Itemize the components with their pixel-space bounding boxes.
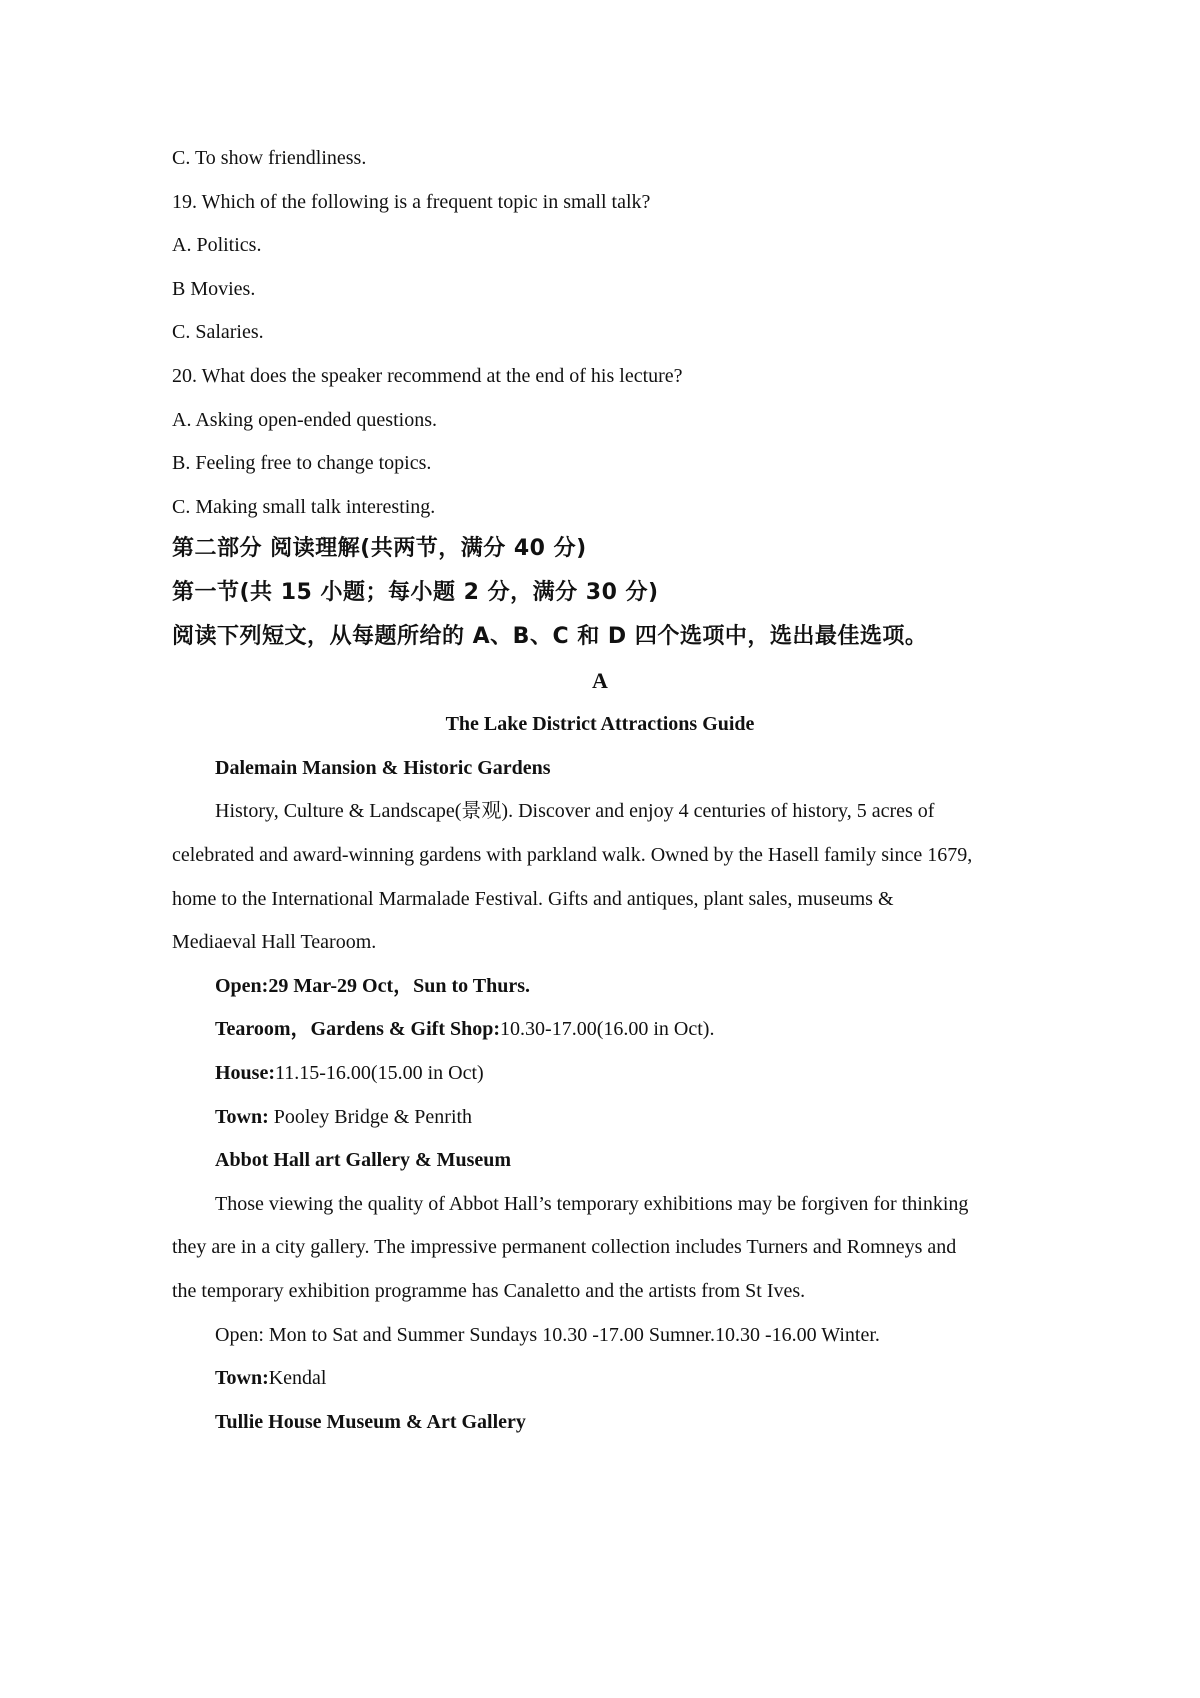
abbot-desc-line2: they are in a city gallery. The impressive permanent collection includes Turners and Romneys and [172, 1236, 957, 1258]
abbot-name: Abbot Hall art Gallery & Museum [215, 1149, 512, 1171]
part2-heading: 第二部分 阅读理解(共两节，满分 40 分) [172, 536, 587, 561]
q20-option-a: A. Asking open-ended questions. [172, 409, 437, 431]
q20-question: 20. What does the speaker recommend at the end of his lecture? [172, 365, 683, 387]
dalemain-desc-line1: History, Culture & Landscape(景观). Discover and enjoy 4 centuries of history, 5 acres of [215, 800, 935, 822]
q18-option-c: C. To show friendliness. [172, 147, 367, 169]
abbot-open: Open: Mon to Sat and Summer Sundays 10.30 -17.00 Sumner.10.30 -16.00 Winter. [215, 1324, 880, 1346]
dalemain-town-row [215, 1105, 472, 1129]
dalemain-desc-line3: home to the International Marmalade Festival. Gifts and antiques, plant sales, museums & [172, 888, 894, 910]
reading-instruction: 阅读下列短文，从每题所给的 A、B、C 和 D 四个选项中，选出最佳选项。 [172, 624, 928, 649]
q20-option-b: B. Feeling free to change topics. [172, 452, 432, 474]
dalemain-heading [215, 756, 551, 780]
tullie-heading [215, 1410, 526, 1434]
dalemain-desc-line2: celebrated and award-winning gardens with parkland walk. Owned by the Hasell family since 1679, [172, 844, 973, 866]
abbot-heading [215, 1148, 511, 1172]
dalemain-house-label: House: [215, 1062, 275, 1084]
abbot-town-label: Town: [215, 1367, 269, 1389]
dalemain-name: Dalemain Mansion & Historic Gardens [215, 757, 551, 779]
dalemain-tearoom-label: Tearoom，Gardens & Gift Shop: [215, 1018, 501, 1040]
dalemain-house-row [215, 1061, 484, 1085]
tullie-name: Tullie House Museum & Art Gallery [215, 1411, 526, 1433]
abbot-desc-line3: the temporary exhibition programme has Canaletto and the artists from St Ives. [172, 1280, 806, 1302]
q20-option-c: C. Making small talk interesting. [172, 496, 436, 518]
q19-option-a: A. Politics. [172, 234, 262, 256]
abbot-town-row [215, 1366, 327, 1390]
q19-option-b: B Movies. [172, 278, 256, 300]
abbot-town-value: Kendal [268, 1367, 327, 1389]
dalemain-open: Open:29 Mar-29 Oct，Sun to Thurs. [215, 975, 531, 997]
dalemain-house-value: 11.15-16.00(15.00 in Oct) [275, 1062, 484, 1084]
q19-question: 19. Which of the following is a frequent topic in small talk? [172, 191, 651, 213]
dalemain-town-label: Town: [215, 1106, 269, 1128]
dalemain-town-value: Pooley Bridge & Penrith [268, 1106, 473, 1128]
dalemain-tearoom-row [215, 1017, 714, 1041]
abbot-desc-line1: Those viewing the quality of Abbot Hall’s temporary exhibitions may be forgiven for thinking [215, 1193, 969, 1215]
dalemain-tearoom-value: 10.30-17.00(16.00 in Oct). [500, 1018, 715, 1040]
section1-heading: 第一节(共 15 小题；每小题 2 分，满分 30 分) [172, 580, 659, 605]
dalemain-desc-line4: Mediaeval Hall Tearoom. [172, 931, 377, 953]
q19-option-c: C. Salaries. [172, 321, 264, 343]
passage-title: The Lake District Attractions Guide [445, 713, 755, 735]
passage-letter: A [592, 668, 608, 693]
dalemain-open-row [215, 974, 530, 998]
